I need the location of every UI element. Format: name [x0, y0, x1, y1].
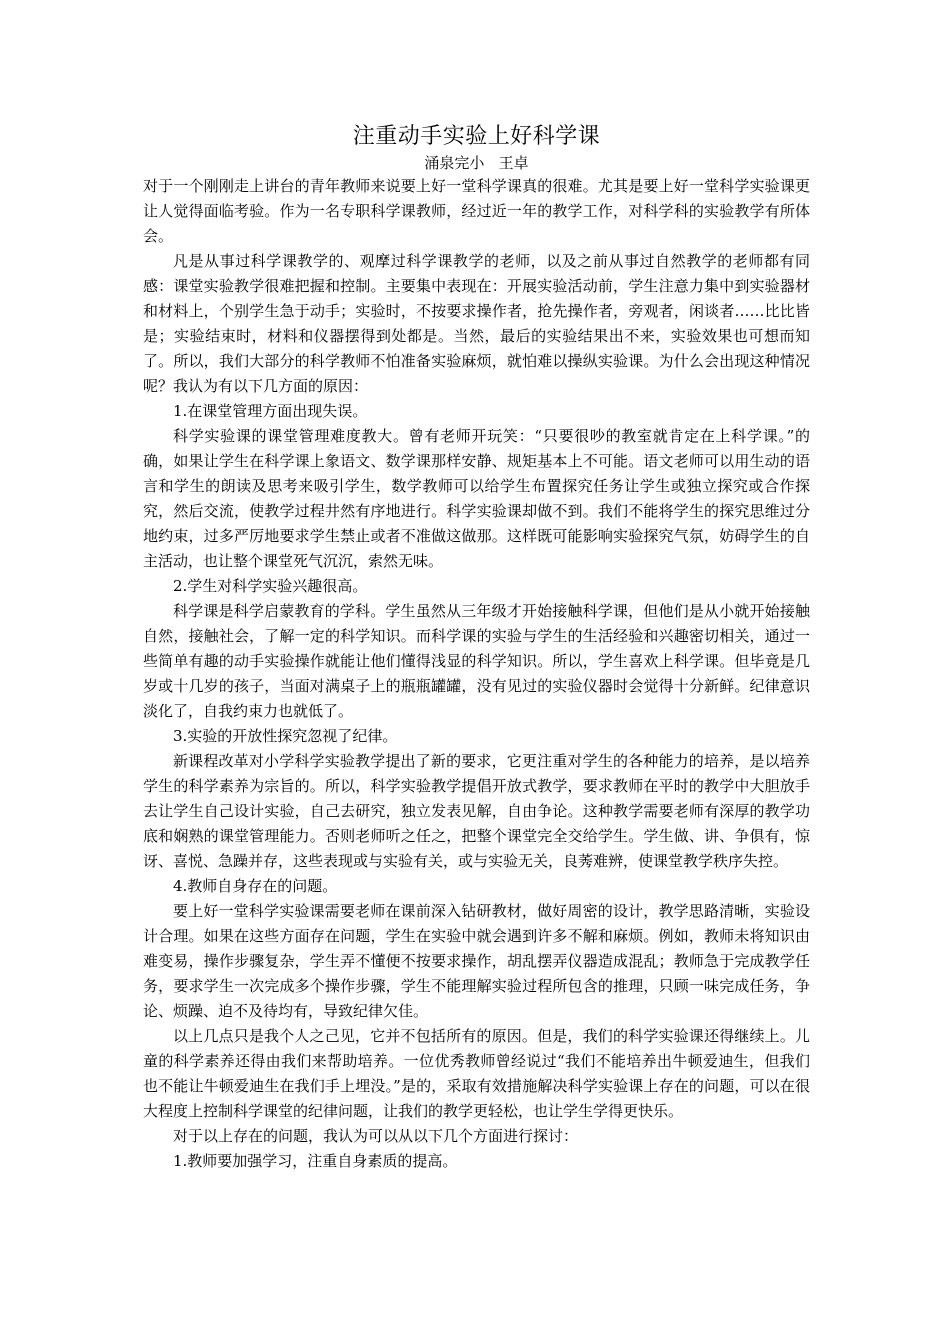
section-heading-2: 2.学生对科学实验兴趣很高。: [173, 577, 368, 595]
paragraph-solutions-intro: 对于以上存在的问题，我认为可以从以下几个方面进行探讨：: [173, 1127, 579, 1145]
section-heading-3: 3.实验的开放性探究忽视了纪律。: [173, 727, 398, 745]
paragraph-student-interest: 科学课是科学启蒙教育的学科。学生虽然从三年级才开始接触科学课，但他们是从小就开始接触自然，接触社会，了解一定的科学知识。而科学课的实验与学生的生活经验和兴趣密切相关，通过一些简单有趣的动手实验操作就能让他们懂得浅显的科学知识。所以，学生喜欢上科学课。但毕竟是几岁或十几岁的孩子，当面对满桌子上的瓶瓶罐罐，没有见过的实验仪器时会觉得十分新鲜。纪律意识淡化了，自我约束力也就低了。: [143, 602, 810, 720]
paragraph-classroom-management: 科学实验课的课堂管理难度教大。曾有老师开玩笑：“只要很吵的教室就肯定在上科学课。”的确，如果让学生在科学课上象语文、数学课那样安静、规矩基本上不可能。语文老师可以用生动的语言和学生的朗读及思考来吸引学生，数学教师可以给学生布置探究任务让学生或独立探究或合作探究，然后交流，使教学过程井然有序地进行。科学实验课却做不到。我们不能将学生的探究思维过分地约束，过多严厉地要求学生禁止或者不准做这做那。这样既可能影响实验探究气氛，妨碍学生的自主活动，也让整个课堂死气沉沉，索然无味。: [143, 427, 810, 570]
document-title: 注重动手实验上好科学课: [352, 124, 601, 149]
document-page: [143, 122, 810, 1174]
paragraph-problem: 凡是从事过科学课教学的、观摩过科学课教学的老师，以及之前从事过自然教学的老师都有同感：课堂实验教学很难把握和控制。主要集中表现在：开展实验活动前，学生注意力集中到实验器材和材料上，个别学生急于动手；实验时，不按要求操作者，抢先操作者，旁观者，闲谈者……比比皆是；实验结束时，材料和仪器摆得到处都是。当然，最后的实验结果出不来，实验效果也可想而知了。所以，我们大部分的科学教师不怕准备实验麻烦，就怕难以操纵实验课。为什么会出现这种情况呢？我认为有以下几方面的原因：: [143, 252, 810, 395]
section-heading-1: 1.在课堂管理方面出现失误。: [173, 402, 368, 420]
paragraph-intro: 对于一个刚刚走上讲台的青年教师来说要上好一堂科学课真的很难。尤其是要上好一堂科学实验课更让人觉得面临考验。作为一名专职科学课教师，经过近一年的教学工作，对科学科的实验教学有所体会。: [143, 177, 810, 245]
solution-heading-1: 1.教师要加强学习，注重自身素质的提高。: [173, 1152, 458, 1170]
document-author: 涌泉完小 王卓: [424, 154, 529, 172]
paragraph-teacher-issues: 要上好一堂科学实验课需要老师在课前深入钻研教材，做好周密的设计，教学思路清晰，实验设计合理。如果在这些方面存在问题，学生在实验中就会遇到许多不解和麻烦。例如，教师未将知识由难变易，操作步骤复杂，学生弄不懂便不按要求操作，胡乱摆弄仪器造成混乱；教师急于完成教学任务，要求学生一次完成多个操作步骤，学生不能理解实验过程所包含的推理，只顾一味完成任务，争论、烦躁、迫不及待均有，导致纪律欠佳。: [143, 902, 810, 1020]
paragraph-open-inquiry: 新课程改革对小学科学实验教学提出了新的要求，它更注重对学生的各种能力的培养，是以培养学生的科学素养为宗旨的。所以，科学实验教学提倡开放式教学，要求教师在平时的教学中大胆放手去让学生自己设计实验，自己去研究，独立发表见解，自由争论。这种教学需要老师有深厚的教学功底和娴熟的课堂管理能力。否则老师听之任之，把整个课堂完全交给学生。学生做、讲、争俱有，惊讶、喜悦、急躁并存，这些表现或与实验有关，或与实验无关，良莠难辨，使课堂教学秩序失控。: [143, 752, 810, 870]
paragraph-summary: 以上几点只是我个人之己见，它并不包括所有的原因。但是，我们的科学实验课还得继续上。儿童的科学素养还得由我们来帮助培养。一位优秀教师曾经说过“我们不能培养出牛顿爱迪生，但我们也不能让牛顿爱迪生在我们手上埋没。”是的，采取有效措施解决科学实验课上存在的问题，可以在很大程度上控制科学课堂的纪律问题，让我们的教学更轻松，也让学生学得更快乐。: [143, 1027, 810, 1120]
section-heading-4: 4.教师自身存在的问题。: [173, 877, 338, 895]
